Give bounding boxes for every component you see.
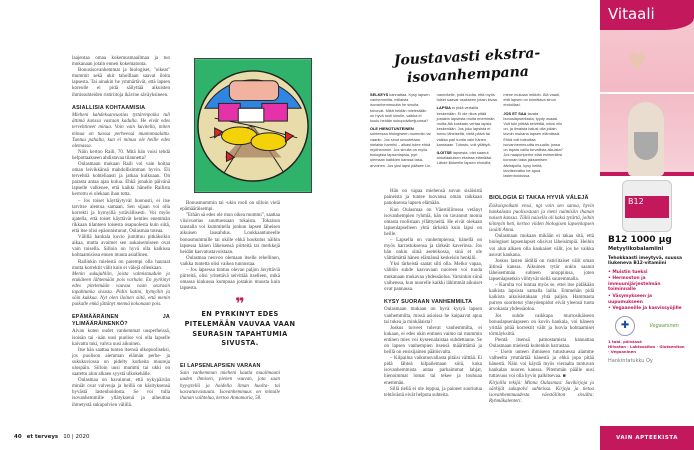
finnish-flag-badge-icon: ✚	[615, 316, 635, 336]
paragraph: Menin sukujuhliin, joista valmistauduin jo etukäteen lähtemään pois varhain. En pyrkinyt edes pitelemään vauvaa vaan seurasin tapahtumia sivusta. Pidin katini, hymyilin ja söin kakkua. Nyt olen iloinen siitä, että menin paikalle enkä jättänyt mennä kokonaan pois.	[72, 271, 170, 308]
paragraph: Mieheni kahdeksanvuotias tyttärenpoika tuli ättimä kanssa vastaan kadulla. He eivät edes tervehtineet minua. Voin vain kuvitella, miten minua on tuossa perheessä muotomaalattu. Tuntuu pahalta, kun ei minua ole heille edes olemassa.	[72, 113, 170, 149]
paragraph: Jos suhde vaikkapa murrosikäiseen bonuslapsenlapseen on kovin hankala, voi häneen yrittää pitää korrektit välit ja luovia kohtaamiset törmäyksittä.	[489, 313, 594, 337]
paragraph: – Lapsella on vanhempiensa, hänellä on myös harrastuksensa ja tärkeät kaverinsa. Jos hän onkin siinä aseteikossa, sinä et ole välttämättä hänen elämänsä keskeisin henkilö.	[384, 238, 482, 262]
paragraph: laajentaa omaa kokemusmaailmaa ja tuo mukanaan jotain ennen kokematonta.	[72, 56, 170, 68]
sidebar-tip	[503, 111, 565, 179]
stained-glass-illustration	[194, 58, 312, 193]
paragraph: Esikoispoikani erosi, ngi voin sen sanoa, hyvin hankalasta puolisostaan ja meni naimisiin ihanan naisen kanssa. Tällä naisella oli kaksi tytärtä, joihin kiinnyin heti, kertoo viiden biologisen lapsenlapsen isoäiti Anna.	[489, 203, 594, 234]
ad-bullet: • Vegaaneille ja kasvissyöjille	[608, 306, 682, 312]
paragraph: Itse hän saattaa tuntea itsensä ulkopuoliseksi, jos puolison aiemman elämän perhe- ja sukukuviossa on pidelty korkeita muureja ulospäin. Silloin uusi mummi tai ukki on saatettu alun alkaen syystä ulkokehälle.	[72, 347, 170, 378]
paragraph: Oulasmaa on havainnut, että nykypäivän miniät ovat valveuja ja heillä on käsityksensä hyvästä lastenhoidosta. Se voi tulla isovanhemmille yllätyksenä ja aiheuttaa ihmetystä sukupolvien välillä.	[72, 378, 170, 408]
ad-maker-logo: Hankintatukku Oy	[608, 357, 653, 364]
page-number: 40	[14, 434, 22, 440]
section-heading: KYSY SUORAAN VANHEMMILTA	[384, 298, 473, 305]
paragraph: Joskus toiveet tulevat vanhemmilta, ei kukaan, ei edes ukin entinen vaimo tai mummin entinen mies voi kyseenalaistaa suhdettanne. Se on lapsen vanhempien itsensä määrittämä ja heillä on ensisijainen päätösvalta.	[384, 325, 482, 356]
pull-quote-text: EN PYRKINYT EDES PITELEMÄÄN VAUVAA VAAN SEURASIN TAPAHTUMIA SIVUSTA.	[184, 310, 296, 348]
paragraph: Hän on vapaa miehensä suvun sisäisistä paineista ja tuntee tuovansa oman raikkaan panoksensa lapsen elämään.	[384, 189, 482, 207]
ad-cta-banner[interactable]: VAIN APTEEKISTA	[600, 426, 694, 450]
sidebar-tip	[437, 92, 499, 102]
middle-bottom-column	[180, 357, 280, 402]
paragraph: – Jos lapsessa tuntuu olevan paljon ärsyttäviä piirteitä, olisi yritettävä selvittää itselleen, mikä omassa kiukussa kumpuaa jostakin muusta kuin lapsesta.	[180, 268, 280, 292]
sidebar-tip	[370, 92, 432, 123]
vitaali-advertisement[interactable]	[600, 0, 694, 450]
middle-article-column	[180, 201, 280, 292]
page-footer	[14, 434, 90, 440]
sidebar-title: Joustavasti ekstra-isovanhempana	[393, 45, 541, 87]
paragraph: Bonusmummin tai -ukin rooli on silloin vielä epämääräisempi.	[180, 201, 280, 213]
sidebar-column	[503, 92, 565, 181]
middle-section	[180, 58, 312, 402]
ad-bullet: • Hermoston ja immuunijärjestelmän toiminnalle	[608, 276, 661, 293]
sidebar-tip	[503, 92, 565, 108]
paragraph: Oulasmaa neuvoo olemaan itselle rehellinen, vaikka tuntetta olisi vaikea tunnustaa.	[180, 255, 280, 267]
tip-text: nanmäelle, pidä huolta, että myös toiset saavat osakseen jotain kivaa.	[436, 92, 498, 103]
ad-brand-logo: Vitaali	[600, 0, 694, 30]
tip-text: suhteessa biologiseen mummiin tai vaariin. Jos sinut sivuutetaan, nielaise harmisi – aikasi tulee ehkä myöhemmin. Jos sinulla on myös biologisia lapsenlapsia, pyri olemaan kaikkien kanssa tasa-arvoinen. Jos yksi lapsi pääsee Lin-	[370, 131, 432, 168]
paragraph: Kirjoilla tekijä: Minna Oulasmaa: Suvikirjoja ja särkijät sukupolvi suhteissa. Kirjoja ja tietoa isovanhemmuudesta väestöliiton sivuilta: Ryhmäkalenteri.	[489, 380, 594, 404]
sidebar-column	[370, 92, 432, 181]
ad-dosage: 1 tabl. päivässä	[608, 338, 642, 344]
paragraph: Oulasmaan mukaan mikään ei takaa sitä, että biologiset lapsenlapset olisivat läheisimpiä. Heihin voi alun alkaen olla kaukaiset välit, jos he vaikka asuvat kaukana.	[489, 234, 594, 258]
quote-mark-icon: ❞	[235, 294, 245, 314]
sidebar-tip	[437, 105, 499, 147]
paragraph: – Kilpailua vaikutusvallasta pitäisi välttää. Ei pidä lähteä kilpailemaan siitä, kuka isovanhemmista antaa parhaimmat lahjat, hienoimmat lomat tai tekee ja touhuaa enemmän.	[384, 356, 482, 386]
paragraph: Joskus lasten äidillä on ristiriitaiset välit oman äitinsä kanssa. Aikuinen tytär onkin saanut läheisemmän suhteen anoppiinsa, joten lapsenlapsetkin viihtyvät siellä suuremmalla.	[489, 258, 594, 282]
paragraph: Aivan kuten uudet vanhemmat uusperheissä, isoisän tai -isän uusi puoliso voi olla lapselle kaivattu tuki, vahva uusi aikuinen.	[72, 329, 170, 347]
magazine-name: et terveys	[26, 434, 59, 440]
sidebar-tip	[370, 126, 432, 168]
right-article-column-b	[489, 189, 594, 405]
paragraph: Kun Oulasmaa on Väestöliitossa vetänyt isovanhempien ryhmiä, hän on tavannut monia omasta roolistaan yllättyneitä. He eivät olekaan lapsenlapselleen yhtä tärkeitä kuin lapsi on heille.	[384, 207, 482, 237]
tip-lead: SELKEYS	[370, 92, 389, 97]
man-photo	[600, 94, 694, 176]
sidebar-tip	[437, 150, 499, 166]
tip-lead: ILOITSE	[436, 150, 452, 156]
tip-text: kannattaa. Kysy lapsen vanhemmilta, millaista isovanhemmuutta he sinulta toivovat. Mikä heidän mielestään on hyvä rooli sinulle, vaikka ei kuulu heidän sukupolviketjuunsa?	[370, 92, 430, 124]
ad-bullets	[608, 270, 686, 312]
issue: 10 | 2020	[63, 434, 90, 440]
tips-sidebar	[370, 46, 565, 181]
heart-hands-photo: ♥	[628, 42, 647, 78]
right-article-column-a	[384, 189, 482, 399]
paragraph: Sain vanhemman mieheni kautta maailmaani uuden ihmisen, pienen vauvan, jota saan hyysytellä ja hoidella ilman huolta- tai kasvatusvastuuta. Isovanhemmuus on minulle ihanan vaihtelua, kertoo Annamaria, 58.	[180, 371, 280, 401]
sidebar-column	[437, 92, 499, 181]
section-heading: EPÄMÄÄRÄINEN JA YLIMÄÄRÄINENKÖ?	[72, 314, 170, 327]
paragraph: Pientä itsensä patnostamista kannattaa Oulasmaan mielestä kuitenkin harrastaa.	[489, 337, 594, 349]
tip-lead: LAPSIA	[436, 105, 451, 111]
paragraph: Näin kertoo Raili, 70. Mitä hän voisi tehdä helpottaakseen ahdistavaa tilannetta?	[72, 149, 170, 161]
tip-text: mene mukaan leikkiin. Älä vaadi, että lapsen on toimittava sinun ehdoillasi.	[503, 92, 561, 108]
tip-lead: JOS ET SAA	[503, 110, 527, 116]
paragraph: Yksi tärkeistä saatat silti olla. Melko vapaa, välitön suhde kasvavaan nuoreen voi tuoda mukanaan mukavaa yhdessäoloa. Varsinkin siinä vaiheessa, kun nuorelle kaikki lähimmät aikuiset ovat pannassa.	[384, 262, 482, 292]
tip-text: ei pidä vertailla keskenään. Ei ole rikos pitää jostakin lapsesta muita enemmän, mutta älä koskaan vertaa lapsia keskenään. Jos joku lapsista ei tunnu läheiseltä, vietä päivä tai vaikka pari tuntia vain hänen kanssaan. Tutustu, voit yllättyä.	[436, 105, 496, 147]
section-heading: EI LAPSENLAPSIEN VARAAN	[180, 362, 261, 369]
paragraph: Välillä hankala kuvio jumittuu pitkäksikin aikaa, mutta avaimet sen aukaisemiseen ovat vain toisella. Silloin on hyvä olla kaikissa kohtaamisissa ennen muuta asiallinen.	[72, 235, 170, 259]
tip-text: lapsesta, olet saanut ainutlaatuisen ekstraa elämääsi. Lähde liikkeelle lapsen ehdoilla,	[436, 150, 493, 166]
paragraph: – Jos toiset käyttäytyvät huonosti, ei itse tarvitse alentua samaan. Sen sijaan voi olla korrekti ja hymyillä ystävällisesti. Voi myös ajatella, että toiset käyttävät kenties enemmän rikkaan tilanteen toisesta osapuolesta kuin siitä, että itse olisi epäonnistunut, Oulasmaa toteaa.	[72, 198, 170, 235]
pull-quote	[180, 294, 300, 348]
jar-label: B12	[625, 196, 669, 218]
paragraph: – Usein uuteen ihmiseen tutustuessa alamme valheelta ymmärtää hänestä ja ehkä jopa pitää hänestä. Näin voi käydä myös vieraalta tuntuvan hankalan nuoren kanssa. Pitemmän päälle uusi tuttavuus voi olla hyvin palkitsevaa. ■	[489, 350, 594, 380]
ad-bullet: • Väsymykseen ja uupumukseen	[608, 294, 652, 305]
paragraph: "Ethän sä edes ole mun oikea mummi", saattaa viisivuotias suuttuessaan tokaista. Tokaisun taustalla voi kummitella jonkun lapsen läheisen aikuisen lausahdus. Loukkaantuneelle bonusmummille tai ukille ehkä houkutus näihin lapsessa hänen läheisensä piirteitä tai merkkejä heidän kasvatustavoistaan.	[180, 213, 280, 255]
product-jar	[622, 180, 672, 232]
paragraph: Oulasmaan mukaan Raili voi vain hoitaa oman leivikkänsä mahdollisimman hyvin. Eli tervehtiä kohteliaasti ja jatkaa kulkuaan. On parasta antaa ajan kulua. Ehkä jonakin päivänä lapselle valkenee, että kaikki hänelle Railista kerrottu ei olekaan ihan totta.	[72, 162, 170, 198]
paragraph: Railinkin mielestä on parempi olla hauraat mutta korrektit välit kuin ei välejä ollenkaan.	[72, 259, 170, 271]
paragraph: Bonusisovanhemmat ja biologiset, "oikeat" mummit sekä ukit tahoillaan saavat iloita lapsesta. Tai ainakin he ymmärtävät, että lapsen koreolle ei pidä säilyttää aikuisten ihmissuhteiden ristiriitoja ikävine säväyksineen.	[72, 68, 170, 98]
tip-text: tavata bonuslapsenlasta, tyydy osaasi. Voit toki yrittää selvittää, miksi niin on, ja ilmaista halusi olla jollain tavoin mukana lapsen elämässä. Ehkä voit toteuttaa isovanhemmuutta muualla, jossa on lapsia vailla turvallista aikuista? Jos naapuriperhe elää esimerkiksi koronan takia jaksamisen äärirajoilla, kysy heiltä, tarvitsevatko he apua lastenhoidossa.	[503, 110, 563, 179]
section-heading: BIOLOGIA EI TAKAA HYVIÄ VÄLEJÄ	[489, 195, 589, 202]
ad-description: Tehokkaasti imeytyvä, suussa liukeneva B12-vitamiini	[608, 255, 682, 267]
section-heading: ASIALLISIA KOHTAAMISIA	[72, 104, 146, 111]
paragraph: Oulasmaan mukaan on hyvä kysyä lapsen vanhemmilta, missä asioissa he kaipaavat apua tai tukea ja minkälaista?	[384, 307, 482, 325]
paragraph: Sillä tiellä ei ole loppua, ja paineet suoriutua tehtävästä eivät helpota suhteita.	[384, 386, 482, 398]
tip-lead: OLE HIENOTUNTEINEN	[370, 126, 414, 132]
ad-bullet: • Muistin tueksi	[608, 269, 648, 275]
left-article-column	[72, 56, 170, 409]
vegan-badge: Vegaaninen	[649, 322, 679, 329]
ad-subtitle: Metyylikobalamiini	[608, 246, 664, 252]
right-page	[370, 46, 594, 405]
paragraph: – Karulta voi tuntua myös se, ettei itse pidäkään kaikista lapsista samalla lailla. Emmehän pidä kaikista aikuisistakaan yhtä paljon. Hammasta purren suoritetut yhteydenpidot eivät yleensä tuota arvokasta yhdessäoloa.	[489, 283, 594, 313]
ad-product-name: B12 1000 µg	[608, 235, 672, 245]
ad-free-from: Hiivaton · Laktoositon · Gluteeniton · Vegaaninen	[608, 343, 685, 354]
